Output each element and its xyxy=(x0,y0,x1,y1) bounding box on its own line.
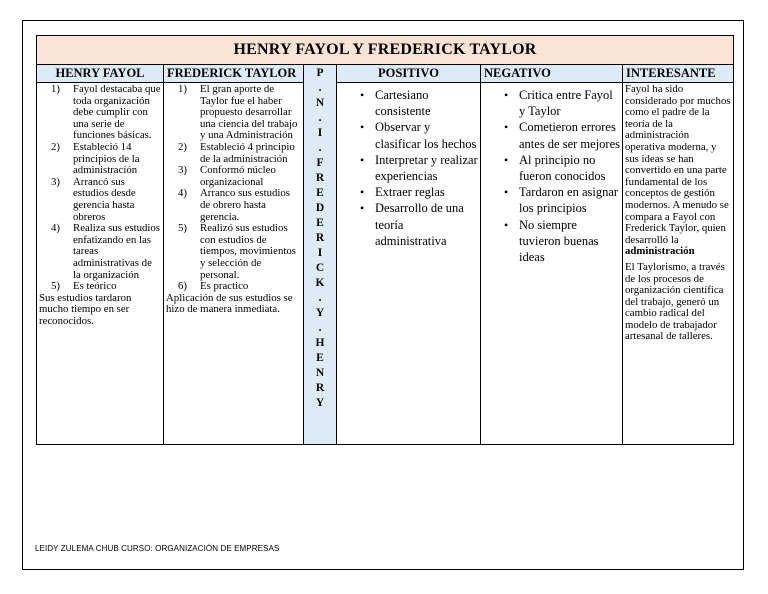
item-number: 3) xyxy=(51,175,60,188)
vertical-letter: F xyxy=(316,157,324,169)
header-frederick-taylor: FREDERICK TAYLOR xyxy=(164,65,304,83)
negativo-list xyxy=(483,87,620,265)
document-page xyxy=(22,20,744,570)
header-interesante: INTERESANTE xyxy=(623,65,734,83)
vertical-letter: . xyxy=(318,142,322,154)
vertical-header-p: P xyxy=(316,67,324,79)
negativo-cell xyxy=(481,83,623,445)
vertical-letter: N xyxy=(315,97,325,109)
vertical-letter: E xyxy=(316,187,324,199)
vertical-letter: D xyxy=(315,202,325,214)
vertical-letter: R xyxy=(315,172,325,184)
item-text: Es practico xyxy=(200,280,249,293)
item-text: Desarrollo de una teoría administrativa xyxy=(375,201,464,248)
item-number: 3) xyxy=(178,164,187,177)
taylor-cell xyxy=(164,83,304,445)
positivo-list-item xyxy=(339,184,478,200)
taylor-list-item xyxy=(166,142,301,165)
item-number: 1) xyxy=(178,83,187,95)
item-text: Arranco sus estudios de obrero hasta gerencia. xyxy=(200,187,290,223)
item-text: Al principio no fueron conocidos xyxy=(519,152,606,184)
item-number: 4) xyxy=(178,187,187,200)
header-positivo: POSITIVO xyxy=(337,65,481,83)
header-negativo: NEGATIVO xyxy=(481,65,623,83)
bullet-icon: • xyxy=(360,88,365,102)
vertical-letter: . xyxy=(318,292,322,304)
vertical-letter: K xyxy=(315,277,325,289)
interesante-cell xyxy=(623,83,734,445)
vertical-letter: . xyxy=(318,82,322,94)
vertical-letter: . xyxy=(318,112,322,124)
vertical-letter: R xyxy=(315,232,325,244)
taylor-after-text: Aplicación de sus estudios se hizo de manera inmediata. xyxy=(166,291,293,316)
item-text: Estableció 4 principio de la administración xyxy=(200,140,295,165)
fayol-list-item xyxy=(39,142,161,177)
item-text: Es teórico xyxy=(73,280,117,293)
vertical-letter: H xyxy=(315,337,325,349)
header-henry-fayol: HENRY FAYOL xyxy=(37,65,164,83)
negativo-list-item xyxy=(483,87,620,119)
item-number: 2) xyxy=(178,140,187,153)
table-title: HENRY FAYOL Y FREDERICK TAYLOR xyxy=(37,36,734,65)
item-text: No siempre tuvieron buenas ideas xyxy=(519,217,599,265)
item-number: 5) xyxy=(51,280,60,293)
taylor-list-item xyxy=(166,165,301,188)
positivo-list-item xyxy=(339,152,478,184)
bullet-icon: • xyxy=(360,152,365,167)
item-text: Estableció 14 principios de la administración xyxy=(73,140,140,177)
fayol-list-item xyxy=(39,84,161,142)
fayol-list-item xyxy=(39,281,161,293)
bullet-icon: • xyxy=(504,120,509,135)
vertical-letter: N xyxy=(315,367,325,379)
positivo-list-item xyxy=(339,119,478,151)
interesante-paragraph-1 xyxy=(625,84,731,258)
fayol-list-item xyxy=(39,223,161,281)
bullet-icon: • xyxy=(360,185,365,200)
negativo-list-item xyxy=(483,119,620,151)
vertical-letters xyxy=(304,65,336,411)
fayol-after-text: Sus estudios tardaron mucho tiempo en ser reconocidos. xyxy=(39,291,132,327)
fayol-list xyxy=(39,84,161,293)
positivo-list xyxy=(339,87,478,249)
bullet-icon: • xyxy=(360,201,365,216)
item-number: 5) xyxy=(178,222,187,235)
item-text: Arrancó sus estudios desde gerencia hasta obreros xyxy=(73,175,136,223)
positivo-list-item xyxy=(339,87,478,119)
fayol-list-item xyxy=(39,177,161,223)
item-text: El gran aporte de Taylor fue el haber propuesto desarrollar una ciencia del trabajo y una Administración xyxy=(200,83,298,142)
vertical-name-column xyxy=(304,65,337,445)
item-text: Realizó sus estudios con estudios de tiempos, movimientos y selección de personal. xyxy=(200,222,296,281)
vertical-letter: I xyxy=(317,127,323,139)
item-text: Fayol destacaba que toda organización debe cumplir con una serie de funciones básicas. xyxy=(73,83,161,142)
taylor-list-item xyxy=(166,281,301,293)
item-text: Tardaron en asignar los principios xyxy=(519,185,619,216)
item-number: 4) xyxy=(51,222,60,235)
comparison-table xyxy=(36,35,734,445)
bullet-icon: • xyxy=(504,152,509,167)
item-text: Realiza sus estudios enfatizando en las tareas administrativas de la organización xyxy=(73,222,160,281)
item-number: 2) xyxy=(51,140,60,153)
vertical-letter: C xyxy=(315,262,325,274)
item-number: 1) xyxy=(51,83,60,95)
item-text: Cartesiano consistente xyxy=(375,88,431,119)
vertical-letter: Y xyxy=(315,307,325,319)
fayol-cell xyxy=(37,83,164,445)
item-text: Extraer reglas xyxy=(375,185,445,200)
positivo-cell xyxy=(337,83,481,445)
item-text: Conformó núcleo organizacional xyxy=(200,164,276,188)
interesante-bold-word: administración xyxy=(625,245,695,258)
vertical-letter: . xyxy=(318,322,322,334)
negativo-list-item xyxy=(483,217,620,266)
item-text: Interpretar y realizar experiencias xyxy=(375,152,478,184)
footer-author-course: LEIDY ZULEMA CHUB CURSO: ORGANIZACIÓN DE EMPRESAS xyxy=(35,544,280,553)
interesante-paragraph-2: El Taylorismo, a través de los procesos de organización científica del trabajo, generó un cambio radical del modelo de trabajador artesanal de talleres. xyxy=(625,260,725,343)
negativo-list-item xyxy=(483,152,620,184)
item-text: Cometieron errores antes de ser mejores xyxy=(519,120,621,151)
bullet-icon: • xyxy=(504,88,509,102)
taylor-list-item xyxy=(166,188,301,223)
bullet-icon: • xyxy=(504,217,509,232)
bullet-icon: • xyxy=(360,120,365,135)
vertical-letter: E xyxy=(316,217,324,229)
interesante-text-1: Fayol ha sido considerado por muchos como el padre de la teoría de la administración operativa moderna, y sus ideas se han convertido en una parte fundamental de los conceptos de gestión modernos. A menudo se compara a Fayol con Frederick Taylor, quien desarrolló la xyxy=(625,83,731,246)
taylor-list-item xyxy=(166,84,301,142)
item-number: 6) xyxy=(178,280,187,293)
taylor-list-item xyxy=(166,223,301,281)
item-text: Critica entre Fayol y Taylor xyxy=(519,88,613,119)
vertical-letter: E xyxy=(316,352,324,364)
vertical-letter: I xyxy=(317,247,323,259)
bullet-icon: • xyxy=(504,185,509,200)
positivo-list-item xyxy=(339,200,478,249)
vertical-letter: R xyxy=(315,382,325,394)
negativo-list-item xyxy=(483,184,620,216)
vertical-letter: Y xyxy=(315,397,325,409)
taylor-list xyxy=(166,84,301,293)
item-text: Observar y clasificar los hechos xyxy=(375,120,477,151)
